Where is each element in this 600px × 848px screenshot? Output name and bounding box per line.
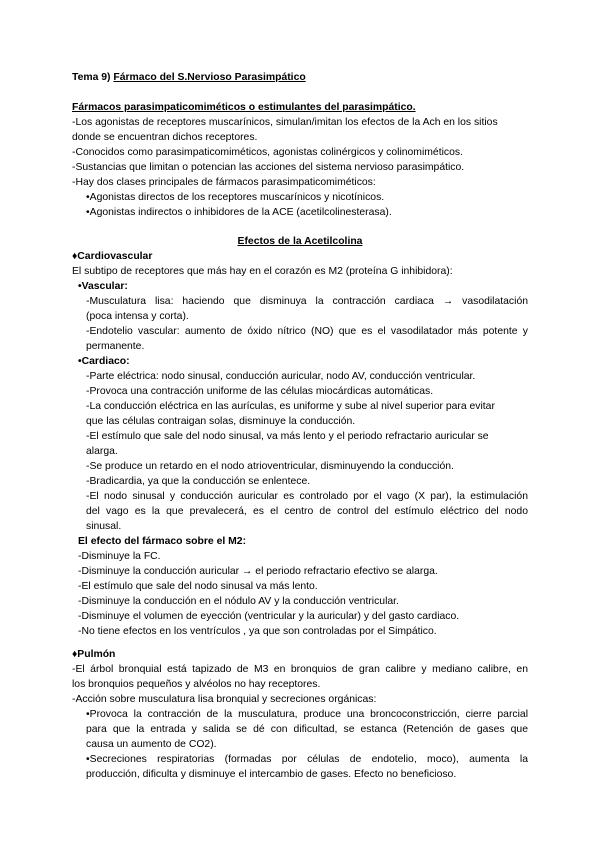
section1-line: -Conocidos como parasimpaticomiméticos, agonistas colinérgicos y colinomiméticos. — [72, 147, 463, 158]
cardiovascular-intro: El subtipo de receptores que más hay en el corazón es M2 (proteína G inhibidora): — [72, 266, 453, 277]
m2-effect-line: -Disminuye la conducción auricular → el periodo refractario efectivo se alarga. — [78, 566, 438, 577]
section1-bullet: •Agonistas indirectos o inhibidores de la ACE (acetilcolinesterasa). — [86, 207, 392, 218]
m2-effect-line: -Disminuye la FC. — [78, 551, 161, 562]
vascular-line: permanente. — [86, 341, 145, 352]
pulmon-line: -Acción sobre musculatura lisa bronquial y secreciones orgánicas: — [72, 694, 377, 705]
cardiaco-line: -Bradicardia, ya que la conducción se enlentece. — [86, 476, 311, 487]
cardiaco-line: sinusal. — [86, 521, 122, 532]
cardiaco-line: -Se produce un retardo en el nodo atrioventricular, disminuyendo la conducción. — [86, 461, 454, 472]
pulmon-heading: ♦Pulmón — [72, 649, 116, 660]
pulmon-bullet-line: •Provoca la contracción de la musculatura, produce una broncoconstricción, cierre parcial — [86, 709, 528, 720]
m2-effect-line: -El estímulo que sale del nodo sinusal va más lento. — [78, 581, 318, 592]
pulmon-bullet-line: producción, dificulta y disminuye el intercambio de gases. Efecto no beneficioso. — [86, 769, 457, 780]
document-title — [72, 71, 306, 86]
cardiaco-line: -Provoca una contracción uniforme de las células miocárdicas automáticas. — [86, 386, 434, 397]
section1-heading: Fármacos parasimpaticomiméticos o estimulantes del parasimpático. — [72, 102, 416, 113]
vascular-line: -Musculatura lisa: haciendo que disminuya la contracción cardiaca → vasodilatación — [86, 296, 528, 307]
m2-effect-line: -Disminuye el volumen de eyección (ventricular y la auricular) y del gasto cardiaco. — [78, 611, 460, 622]
cardiaco-line: -La conducción eléctrica en las aurículas, es uniforme y sube al nivel superior para evitar — [86, 401, 495, 412]
title-prefix: Tema 9) — [72, 72, 111, 83]
cardiaco-line: que las células contraigan solas, disminuye la conducción. — [86, 416, 356, 427]
vascular-heading: •Vascular: — [78, 281, 128, 292]
section1-line: donde se encuentran dichos receptores. — [72, 132, 258, 143]
section1-line: -Sustancias que limitan o potencian las acciones del sistema nervioso parasimpático. — [72, 162, 465, 173]
cardiaco-line: -Parte eléctrica: nodo sinusal, conducción auricular, nodo AV, conducción ventricular. — [86, 371, 476, 382]
m2-effect-line: -Disminuye la conducción en el nódulo AV y la conducción ventricular. — [78, 596, 399, 607]
cardiovascular-heading: ♦Cardiovascular — [72, 251, 153, 262]
pulmon-line: -El árbol bronquial está tapizado de M3 en bronquios de gran calibre y mediano calibre, en — [72, 664, 528, 675]
vascular-line: -Endotelio vascular: aumento de óxido nítrico (NO) que es el vasodilatador más potente y — [86, 326, 528, 337]
cardiaco-line: -El estímulo que sale del nodo sinusal, va más lento y el periodo refractario auricular se — [86, 431, 489, 442]
section1-line: -Los agonistas de receptores muscarínicos, simulan/imitan los efectos de la Ach en los sitios — [72, 117, 498, 128]
pulmon-bullet-line: causa un aumento de CO2). — [86, 739, 217, 750]
cardiaco-heading: •Cardiaco: — [78, 356, 130, 367]
pulmon-bullet-line: •Secreciones respiratorias (formadas por células de endotelio, moco), aumenta la — [86, 754, 528, 765]
section2-heading: Efectos de la Acetilcolina — [237, 236, 363, 247]
section1-bullet: •Agonistas directos de los receptores muscarínicos y nicotínicos. — [86, 192, 385, 203]
m2-effect-line: -No tiene efectos en los ventrículos , ya que son controladas por el Simpático. — [78, 626, 437, 637]
vascular-line: (poca intensa y corta). — [86, 311, 189, 322]
cardiaco-line: alarga. — [86, 446, 118, 457]
cardiaco-line: -El nodo sinusal y conducción auricular es controlado por el vago (X par), la estimulación — [86, 491, 528, 502]
m2-effect-heading: El efecto del fármaco sobre el M2: — [78, 536, 247, 547]
section1-line: -Hay dos clases principales de fármacos parasimpaticomiméticos: — [72, 177, 376, 188]
pulmon-line: los bronquios pequeños y alvéolos no hay receptores. — [72, 679, 321, 690]
cardiaco-line: del vago es la que prevalecerá, es el centro de control del estímulo eléctrico del nodo — [86, 506, 528, 517]
pulmon-bullet-line: para que la entrada y salida se dé con dificultad, se estanca (Retención de gases que — [86, 724, 528, 735]
title-main: Fármaco del S.Nervioso Parasimpático — [113, 72, 306, 83]
